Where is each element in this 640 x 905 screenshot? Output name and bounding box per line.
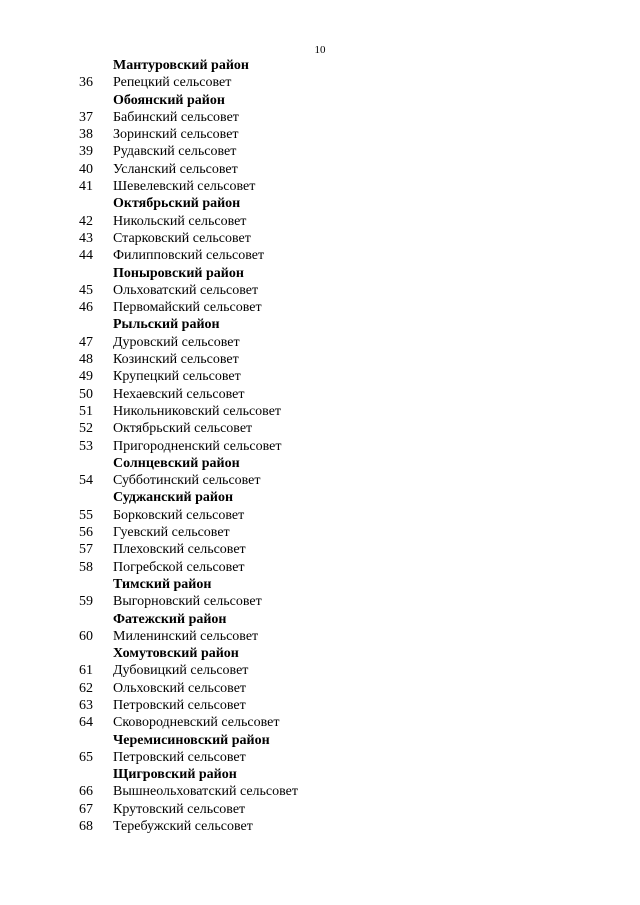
council-name: Погребской сельсовет — [113, 559, 245, 575]
district-heading: Солнцевский район — [113, 455, 240, 471]
council-name: Ольховский сельсовет — [113, 680, 247, 696]
list-item — [0, 282, 640, 299]
district-heading: Фатежский район — [113, 611, 227, 627]
item-number: 50 — [79, 386, 93, 402]
list-item — [0, 662, 640, 679]
district-heading: Тимский район — [113, 576, 212, 592]
council-name: Шевелевский сельсовет — [113, 179, 256, 195]
council-name: Гуевский сельсовет — [113, 525, 230, 541]
council-name: Октябрьский сельсовет — [113, 421, 253, 437]
page-number: 10 — [314, 44, 326, 56]
item-number: 47 — [79, 334, 93, 350]
council-name: Петровский сельсовет — [113, 749, 246, 765]
council-name: Никольский сельсовет — [113, 213, 247, 229]
list-item — [0, 680, 640, 697]
council-name: Старковский сельсовет — [113, 230, 251, 246]
council-name: Крупецкий сельсовет — [113, 369, 241, 385]
list-item — [0, 559, 640, 576]
council-name: Дуровский сельсовет — [113, 334, 240, 350]
council-name: Ольховатский сельсовет — [113, 282, 259, 298]
list-item — [0, 368, 640, 385]
item-number: 40 — [79, 161, 93, 177]
council-name: Пригородненский сельсовет — [113, 438, 282, 454]
item-number: 54 — [79, 473, 93, 489]
district-heading: Поныровский район — [113, 265, 244, 281]
council-name: Филипповский сельсовет — [113, 248, 265, 264]
item-number: 44 — [79, 248, 93, 264]
district-heading-row — [0, 645, 640, 662]
council-name: Плеховский сельсовет — [113, 542, 246, 558]
council-name: Вышнеольховатский сельсовет — [113, 784, 298, 800]
item-number: 41 — [79, 179, 93, 195]
item-number: 37 — [79, 109, 93, 125]
district-heading-row — [0, 316, 640, 333]
item-number: 39 — [79, 144, 93, 160]
district-heading: Хомутовский район — [113, 646, 239, 662]
district-heading-row — [0, 489, 640, 506]
item-number: 67 — [79, 801, 93, 817]
list-item — [0, 403, 640, 420]
item-number: 42 — [79, 213, 93, 229]
list-item — [0, 749, 640, 766]
item-number: 59 — [79, 594, 93, 610]
item-number: 45 — [79, 282, 93, 298]
list-item — [0, 714, 640, 731]
list-item — [0, 783, 640, 800]
council-name: Дубовицкий сельсовет — [113, 663, 249, 679]
council-name: Усланский сельсовет — [113, 161, 238, 177]
item-number: 65 — [79, 749, 93, 765]
council-name: Первомайский сельсовет — [113, 300, 262, 316]
item-number: 48 — [79, 352, 93, 368]
district-heading-row — [0, 92, 640, 109]
council-name: Козинский сельсовет — [113, 352, 239, 368]
district-heading-row — [0, 195, 640, 212]
district-heading-row — [0, 576, 640, 593]
district-heading-row — [0, 455, 640, 472]
council-name: Выгорновский сельсовет — [113, 594, 262, 610]
council-name: Субботинский сельсовет — [113, 473, 261, 489]
list-item — [0, 334, 640, 351]
list-item — [0, 143, 640, 160]
district-heading-row — [0, 766, 640, 783]
list-item — [0, 801, 640, 818]
item-number: 63 — [79, 697, 93, 713]
item-number: 52 — [79, 421, 93, 437]
district-heading: Рыльский район — [113, 317, 220, 333]
district-heading-row — [0, 611, 640, 628]
list-item — [0, 386, 640, 403]
district-heading: Черемисиновский район — [113, 732, 270, 748]
list-item — [0, 109, 640, 126]
list-item — [0, 178, 640, 195]
item-number: 36 — [79, 75, 93, 91]
list-item — [0, 507, 640, 524]
council-name: Теребужский сельсовет — [113, 819, 253, 835]
list-item — [0, 541, 640, 558]
item-number: 58 — [79, 559, 93, 575]
list-item — [0, 161, 640, 178]
item-number: 43 — [79, 230, 93, 246]
list-item — [0, 126, 640, 143]
district-heading: Щигровский район — [113, 767, 237, 783]
list-item — [0, 299, 640, 316]
council-name: Борковский сельсовет — [113, 507, 245, 523]
council-name: Миленинский сельсовет — [113, 628, 259, 644]
item-number: 46 — [79, 300, 93, 316]
council-name: Петровский сельсовет — [113, 697, 246, 713]
list-item — [0, 230, 640, 247]
item-number: 66 — [79, 784, 93, 800]
district-heading: Октябрьский район — [113, 196, 241, 212]
council-name: Крутовский сельсовет — [113, 801, 246, 817]
item-number: 38 — [79, 127, 93, 143]
item-number: 64 — [79, 715, 93, 731]
item-number: 56 — [79, 525, 93, 541]
council-name: Репецкий сельсовет — [113, 75, 232, 91]
district-heading-row — [0, 265, 640, 282]
item-number: 53 — [79, 438, 93, 454]
list-item — [0, 818, 640, 835]
council-name: Рудавский сельсовет — [113, 144, 237, 160]
item-number: 60 — [79, 628, 93, 644]
council-name: Нехаевский сельсовет — [113, 386, 245, 402]
district-heading-row — [0, 57, 640, 74]
district-heading: Суджанский район — [113, 490, 234, 506]
list-item — [0, 74, 640, 91]
district-heading-row — [0, 732, 640, 749]
list-item — [0, 420, 640, 437]
council-name: Сковородневский сельсовет — [113, 715, 280, 731]
list-item — [0, 213, 640, 230]
item-number: 57 — [79, 542, 93, 558]
council-name: Бабинский сельсовет — [113, 109, 239, 125]
item-number: 49 — [79, 369, 93, 385]
list-item — [0, 697, 640, 714]
list-item — [0, 524, 640, 541]
item-number: 68 — [79, 819, 93, 835]
council-name: Зоринский сельсовет — [113, 127, 239, 143]
district-heading: Обоянский район — [113, 92, 225, 108]
item-number: 55 — [79, 507, 93, 523]
list-item — [0, 247, 640, 264]
list-item — [0, 351, 640, 368]
item-number: 62 — [79, 680, 93, 696]
district-heading: Мантуровский район — [113, 58, 249, 73]
list-item — [0, 593, 640, 610]
item-number: 61 — [79, 663, 93, 679]
item-number: 51 — [79, 403, 93, 419]
list-item — [0, 438, 640, 455]
council-list — [0, 57, 640, 835]
council-name: Никольниковский сельсовет — [113, 403, 282, 419]
list-item — [0, 472, 640, 489]
list-item — [0, 628, 640, 645]
